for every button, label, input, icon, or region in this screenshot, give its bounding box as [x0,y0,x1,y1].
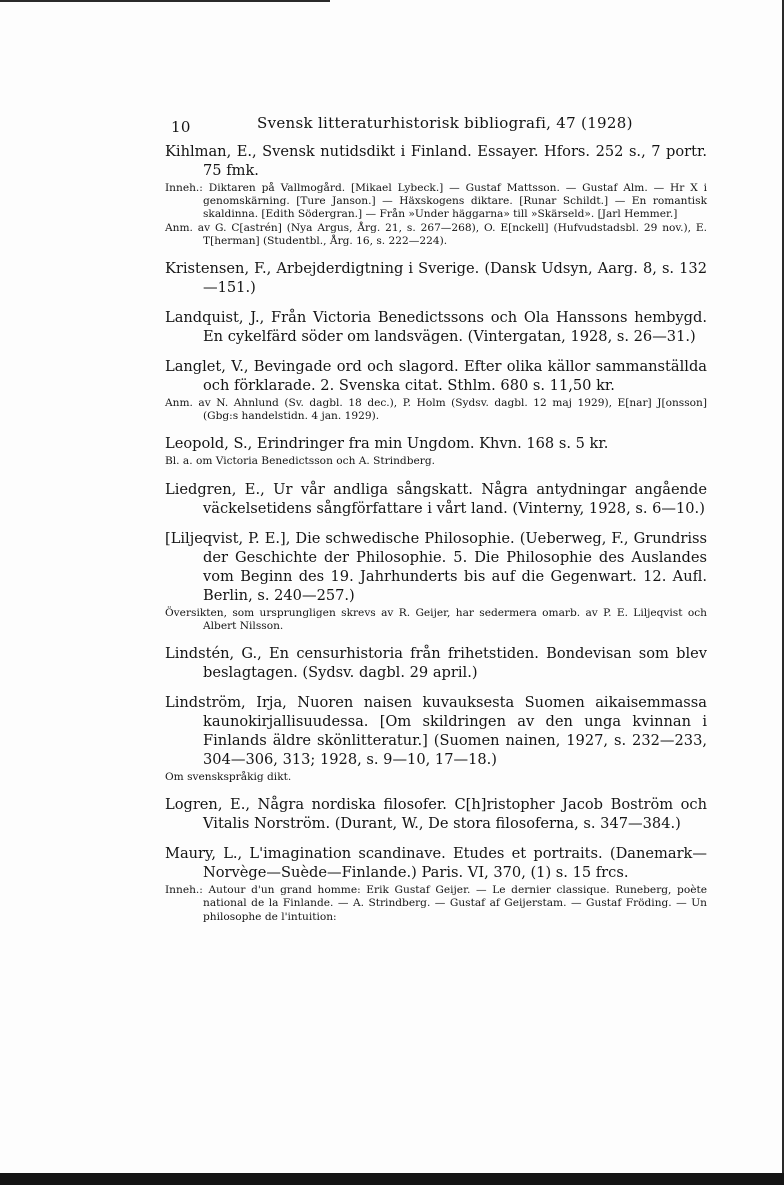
entry-note: Inneh.: Autour d'un grand homme: Erik Gustaf Geijer. — Le dernier classique. Runeberg, poète national de la Finlande. — A. Strindberg. — Gustaf af Geijerstam. — Gustaf Fröding. — Un philosophe de l'intuition: [165,884,707,923]
entry-note: Översikten, som ursprungligen skrevs av R. Geijer, har sedermera omarb. av P. E. Liljeqvist och Albert Nilsson. [165,606,707,632]
entry-citation: Kristensen, F., Arbejderdigtning i Sverige. (Dansk Udsyn, Aarg. 8, s. 132—151.) [165,260,707,297]
bibliography-entry [165,480,707,518]
bibliography-entry [165,434,707,468]
bibliography-entry [165,259,707,297]
entry-citation: Lindstén, G., En censurhistoria från frihetstiden. Bondevisan som blev beslagtagen. (Sydsv. dagbl. 29 april.) [165,645,707,682]
entry-citation: Lindström, Irja, Nuoren naisen kuvauksesta Suomen aikaisemmassa kaunokirjallisuudessa. [Om skildringen av den unga kvinnan i Finlands äldre skönlitteratur.] (Suomen nainen, 1927, s. 232—233, 304—306, 313; 1928, s. 9—10, 17—18.) [165,694,707,769]
entry-citation: Liedgren, E., Ur vår andliga sångskatt. Några antydningar angående väckelsetidens sångförfattare i vårt land. (Vinterny, 1928, s. 6—10.) [165,480,707,517]
entry-annotation: Anm. av N. Ahnlund (Sv. dagbl. 18 dec.), P. Holm (Sydsv. dagbl. 12 maj 1929), E[nar] J[onsson] (Gbg:s handelstidn. 4 jan. 1929). [165,397,707,423]
page-number: 10 [171,118,191,136]
entry-note: Bl. a. om Victoria Benedictsson och A. Strindberg. [165,455,435,468]
entry-citation: Leopold, S., Erindringer fra min Ungdom. Khvn. 168 s. 5 kr. [165,435,609,453]
scan-edge-top [0,0,330,2]
bibliography-entry [165,529,707,633]
running-title: Svensk litteraturhistorisk bibliografi, 47 (1928) [257,114,633,132]
bibliography-page [165,112,707,935]
entry-citation: Kihlman, E., Svensk nutidsdikt i Finland. Essayer. Hfors. 252 s., 7 portr. 75 fmk. [165,143,707,179]
entry-citation: Logren, E., Några nordiska filosofer. C[h]ristopher Jacob Boström och Vitalis Norström. (Durant, W., De stora filosoferna, s. 347—384.) [165,796,707,833]
bibliography-entry [165,844,707,924]
entry-note: Om svenskspråkig dikt. [165,771,292,784]
bibliography-entry [165,795,707,833]
entry-citation: [Liljeqvist, P. E.], Die schwedische Philosophie. (Ueberweg, F., Grundriss der Geschichte der Philosophie. 5. Die Philosophie des Auslandes vom Beginn des 19. Jahrhunderts bis auf die Gegenwart. 12. Aufl. Berlin, s. 240—257.) [165,529,707,604]
running-header [165,112,707,142]
bibliography-entry [165,644,707,682]
scan-edge-bottom [0,1173,784,1185]
entry-note [165,182,707,248]
entry-annotation: Anm. av G. C[astrén] (Nya Argus, Årg. 21, s. 267—268), O. E[nckell] (Hufvudstadsbl. 29 nov.), E. T[herman] (Studentbl., Årg. 16, s. 222—224). [165,221,707,247]
bibliography-entry [165,693,707,784]
entry-note [165,397,707,423]
entry-citation: Landquist, J., Från Victoria Benedictssons och Ola Hanssons hembygd. En cykelfärd söder om landsvägen. (Vintergatan, 1928, s. 26—31.) [165,309,707,346]
bibliography-entry [165,142,707,248]
bibliography-entries [165,142,707,924]
bibliography-entry [165,357,707,423]
entry-contents: Inneh.: Diktaren på Vallmogård. [Mikael Lybeck.] — Gustaf Mattsson. — Gustaf Alm. — Hr X i genomskärning. [Ture Janson.] — Häxskogens diktare. [Runar Schildt.] — En romantisk skaldinna. [Edith Södergran.] — Från »Under häggarna» till »Skärseld». [Jarl Hemmer.] [165,182,707,221]
entry-citation: Maury, L., L'imagination scandinave. Etudes et portraits. (Danemark—Norvège—Suède—Finlande.) Paris. VI, 370, (1) s. 15 frcs. [165,845,707,882]
entry-citation: Langlet, V., Bevingade ord och slagord. Efter olika källor sammanställda och förklarade. 2. Svenska citat. Sthlm. 680 s. 11,50 kr. [165,358,707,395]
bibliography-entry [165,308,707,346]
